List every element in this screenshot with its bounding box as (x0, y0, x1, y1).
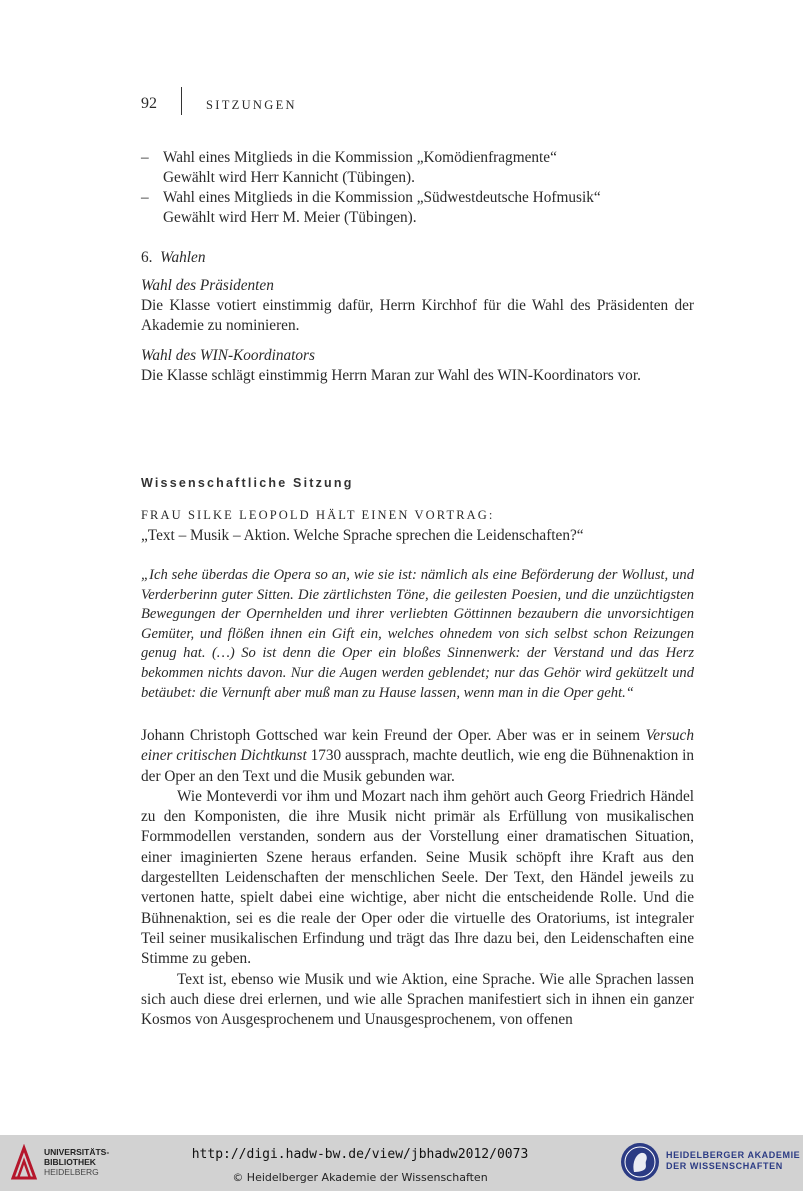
section-heading-wahlen (141, 248, 694, 268)
page-number: 92 (141, 95, 157, 112)
paragraph-1-end: 1730 aussprach, machte deutlich, wie eng die Bühnenaktion in der Oper an den Text und die Musik gebunden war. (141, 747, 694, 785)
president-heading: Wahl des Präsidenten (141, 277, 274, 294)
running-title: SITZUNGEN (206, 98, 297, 112)
win-text: Die Klasse schlägt einstimmig Herrn Maran zur Wahl des WIN-Koordinators vor. (141, 367, 641, 384)
header-divider (181, 87, 182, 115)
section-title: Wahlen (160, 249, 206, 266)
body-text (141, 726, 694, 1030)
list-item-result: Gewählt wird Herr Kannicht (Tübingen). (163, 169, 415, 186)
list-item-result: Gewählt wird Herr M. Meier (Tübingen). (163, 209, 417, 226)
list-item-text: Wahl eines Mitglieds in die Kommission „Komödienfragmente“ (163, 149, 557, 166)
library-name-line2: BIBLIOTHEK (44, 1157, 96, 1167)
gottsched-quote: „Ich sehe überdas die Opera so an, wie sie ist: nämlich als eine Beförderung der Wollust, und Verderberinn guter Sitten. Die zärtlichsten Töne, die geilesten Poesien, und die unzüchtigsten Bewegungen der Opernhelden und ihrer verliebten Göttinnen bezaubern die unvorsichtigen Gemüter, und flößen ihnen ein Gift ein, welches ohnedem von sich selbst schon Reizungen genug hat. (…) So ist denn die Oper ein bloßes Sinnenwerk: der Verstand und das Herz bekommen nichts davon. Nur die Augen werden geblendet; nur das Gehör wird gekützelt und betäubet: die Vernunft aber muß man zu Hause lassen, wenn man in die Oper geht.“ (141, 567, 694, 701)
commission-list (141, 148, 694, 228)
list-item (141, 148, 694, 188)
academy-seal-icon[interactable] (620, 1142, 660, 1182)
library-name-line1: UNIVERSITÄTS- (44, 1147, 110, 1157)
viewer-footer (0, 1135, 803, 1191)
dash-bullet: – (141, 189, 149, 206)
academy-name-line1: HEIDELBERGER AKADEMIE (666, 1150, 801, 1160)
lecture-title: „Text – Musik – Aktion. Welche Sprache sprechen die Leidenschaften?“ (141, 527, 584, 544)
section-number: 6. (141, 249, 153, 266)
paragraph-3: Text ist, ebenso wie Musik und wie Aktion, eine Sprache. Wie alle Sprachen lassen sich auch diese drei erlernen, und wie alle Sprachen manifestiert sich in ihnen ein ganzer Kosmos von Ausgesprochenem und Unausgesprochenem, von offenen (141, 970, 694, 1029)
dash-bullet: – (141, 149, 149, 166)
president-text: Die Klasse votiert einstimmig dafür, Herrn Kirchhof für die Wahl des Präsidenten der Akademie zu nominieren. (141, 297, 694, 334)
win-heading: Wahl des WIN-Koordinators (141, 347, 315, 364)
paragraph-2: Wie Monteverdi vor ihm und Mozart nach ihm gehört auch Georg Friedrich Händel zu den Komponisten, die ihre Musik nicht primär als Erfüllung von musikalischen Formmodellen verstanden, sondern aus der Vorstellung einer dramatischen Situation, einer imaginierten Szene heraus erfanden. Seine Musik schöpft ihre Kraft aus den dargestellten Leidenschaften der menschlichen Seele. Der Text, den Händel jeweils zu vertonen hatte, spielt dabei eine wichtige, aber nicht die entscheidende Rolle. Und die Bühnenaktion, sei es die reale der Oper oder die virtuelle des Oratoriums, ist integraler Teil seiner musikalischen Erfindung und trägt das Ihre dazu bei, den Leidenschaften eine Stimme zu geben. (141, 787, 694, 968)
list-item-text: Wahl eines Mitglieds in die Kommission „Südwestdeutsche Hofmusik“ (163, 189, 601, 206)
permalink-url[interactable]: http://digi.hadw-bw.de/view/jbhadw2012/0073 (191, 1147, 529, 1162)
session-heading: Wissenschaftliche Sitzung (141, 476, 354, 490)
list-item (141, 188, 694, 228)
paragraph-1-start: Johann Christoph Gottsched war kein Freund der Oper. Aber was er in seinem (141, 727, 646, 744)
book-title: Versuch einer critischen Dichtkunst (141, 727, 694, 765)
library-name-line3: HEIDELBERG (44, 1167, 99, 1177)
copyright-notice: © Heidelberger Akademie der Wissenschaften (232, 1171, 488, 1184)
academy-name (666, 1150, 800, 1172)
paragraph-1 (141, 726, 694, 787)
academy-name-line2: DER WISSENSCHAFTEN (666, 1161, 783, 1171)
speaker-line: FRAU SILKE LEOPOLD HÄLT EINEN VORTRAG: (141, 508, 495, 522)
